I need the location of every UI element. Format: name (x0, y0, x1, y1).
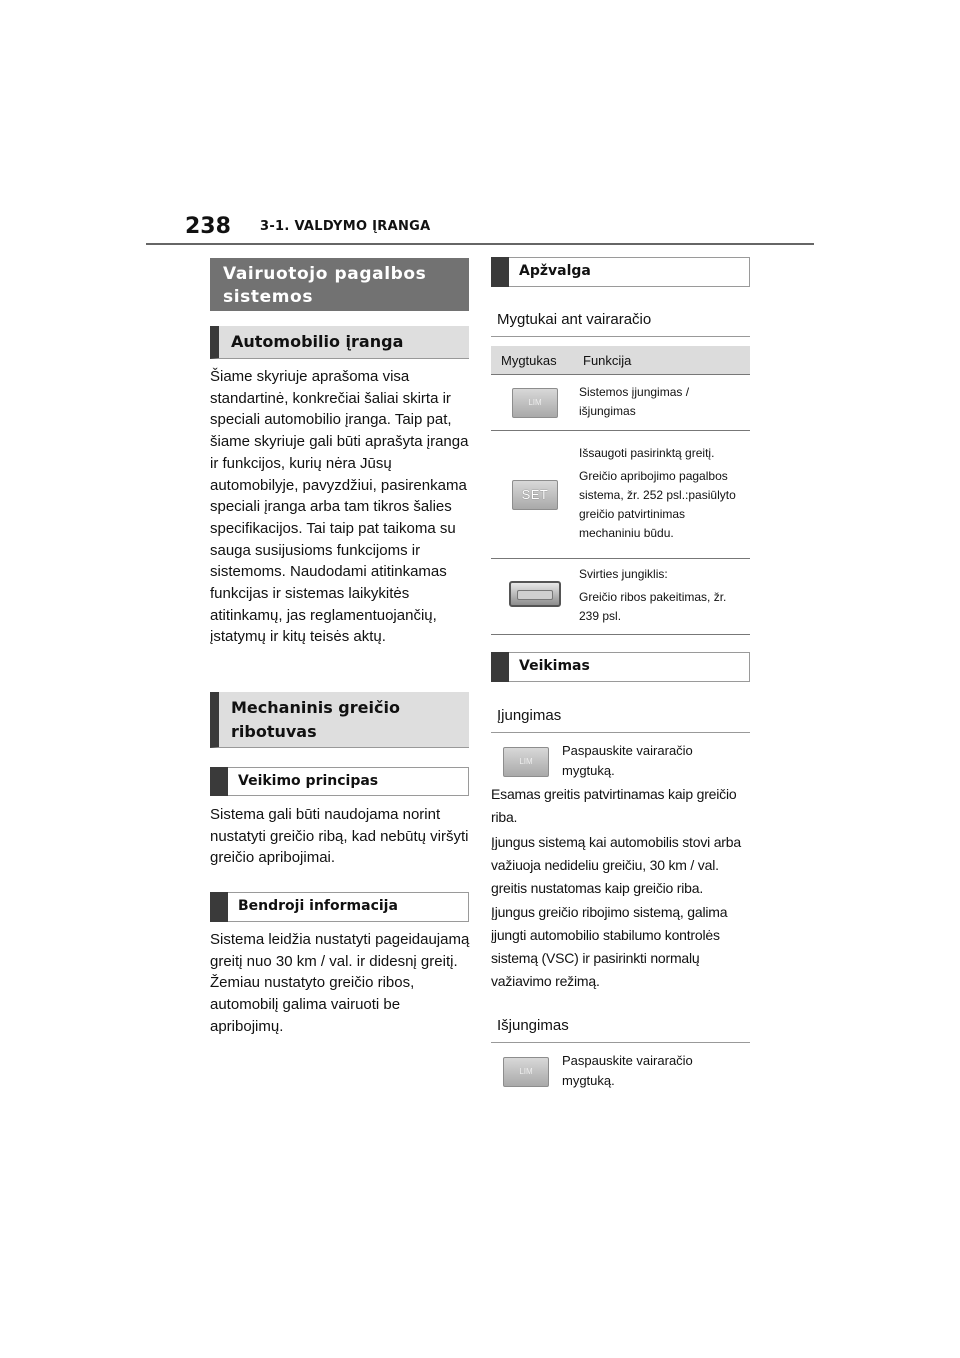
icon-cell (491, 431, 573, 559)
chapter-title: 3-1. VALDYMO ĮRANGA (260, 219, 431, 234)
off-instruction-row (503, 1051, 743, 1091)
function-cell (573, 431, 750, 559)
lim-button-icon: LIM (503, 747, 549, 777)
lim-button-icon: LIM (503, 1057, 549, 1087)
lever-switch-icon (509, 581, 561, 607)
on-subheading: Įjungimas (491, 702, 750, 733)
heading-marker (491, 652, 509, 682)
icon-cell (491, 559, 573, 635)
overview-heading (491, 257, 750, 287)
general-text: Sistema leidžia nustatyti pageidaujamą greitį nuo 30 km / val. ir didesnį greitį. Žemiau nustatyto greičio ribos, automobilį galima vairuoti be apribojimų. (210, 931, 470, 1035)
overview-heading-label: Apžvalga (519, 263, 591, 279)
off-subheading: Išjungimas (491, 1012, 750, 1043)
off-instruction: Paspauskite vairaračio mygtuką. (562, 1053, 693, 1088)
on-paragraph-1: Esamas greitis patvirtinamas kaip greičio riba. (491, 786, 737, 825)
principle-heading (210, 767, 469, 796)
heading-marker (491, 257, 509, 287)
heading-marker (210, 767, 228, 796)
icon-cell (491, 375, 573, 431)
function-text: Greičio ribos pakeitimas, žr. 239 psl. (579, 590, 727, 623)
buttons-subheading: Mygtukai ant vairaračio (491, 306, 750, 337)
on-instruction-row (503, 741, 743, 781)
on-paragraph-2: Įjungus sistemą kai automobilis stovi arba važiuoja nedideliu greičiu, 30 km / val. greitis nustatomas kaip greičio riba. (491, 834, 741, 896)
set-button-icon: SET (512, 480, 558, 510)
table-header-row (491, 346, 750, 375)
function-cell (573, 559, 750, 635)
limiter-heading: Mechaninis greičio ribotuvas (210, 692, 469, 748)
operation-heading (491, 652, 750, 682)
operation-heading-label: Veikimas (519, 658, 590, 674)
column-header-function: Funkcija (573, 346, 750, 375)
heading-marker (210, 892, 228, 922)
function-text: Svirties jungiklis: (579, 567, 668, 581)
column-header-button: Mygtukas (491, 346, 573, 375)
equipment-heading: Automobilio įranga (210, 326, 469, 359)
equipment-text: Šiame skyriuje aprašoma visa standartinė, konkrečiai šaliai skirta ir speciali automobilio įranga. Taip pat, šiame skyriuje gali būti aprašyta įranga ir funkcijos, kurių nėra Jūsų automobilyje, pavyzdžiui, pasirenkama speciali įranga arba tam tikros šalies specifikacijos. Tai taip pat taikoma su sauga susijusioms funkcijoms ir sistemoms. Naudodami atitinkamas funkcijas ir sistemas laikykitės atitinkamų, jas reglamentuojančių, įstatymų ir kitų teisės aktų. (210, 368, 469, 646)
principle-heading-label: Veikimo principas (238, 773, 379, 789)
function-cell (573, 375, 750, 431)
function-text: Išsaugoti pasirinktą greitį. (579, 446, 715, 460)
function-text: Sistemos įjungimas / išjungimas (579, 384, 690, 418)
section-title: Vairuotojo pagalbos sistemos (210, 258, 469, 311)
principle-text: Sistema gali būti naudojama norint nustatyti greičio ribą, kad nebūtų viršyti greičio apribojimai. (210, 806, 469, 867)
page-number: 238 (185, 214, 231, 239)
function-table (491, 346, 750, 635)
on-instruction: Paspauskite vairaračio mygtuką. (562, 743, 693, 778)
function-text: Greičio apribojimo pagalbos sistema, žr. 252 psl.:pasiūlyto greičio patvirtinimas mechaniniu būdu. (579, 469, 736, 540)
general-heading-label: Bendroji informacija (238, 898, 398, 914)
table-row (491, 431, 750, 559)
table-row (491, 559, 750, 635)
lim-button-icon: LIM (512, 388, 558, 418)
on-paragraph-3: Įjungus greičio ribojimo sistemą, galima įjungti automobilio stabilumo kontrolės sistemą (VSC) ir pasirinkti normalų važiavimo režimą. (491, 904, 728, 989)
table-row (491, 375, 750, 431)
header-rule (146, 243, 814, 245)
general-heading (210, 892, 469, 922)
